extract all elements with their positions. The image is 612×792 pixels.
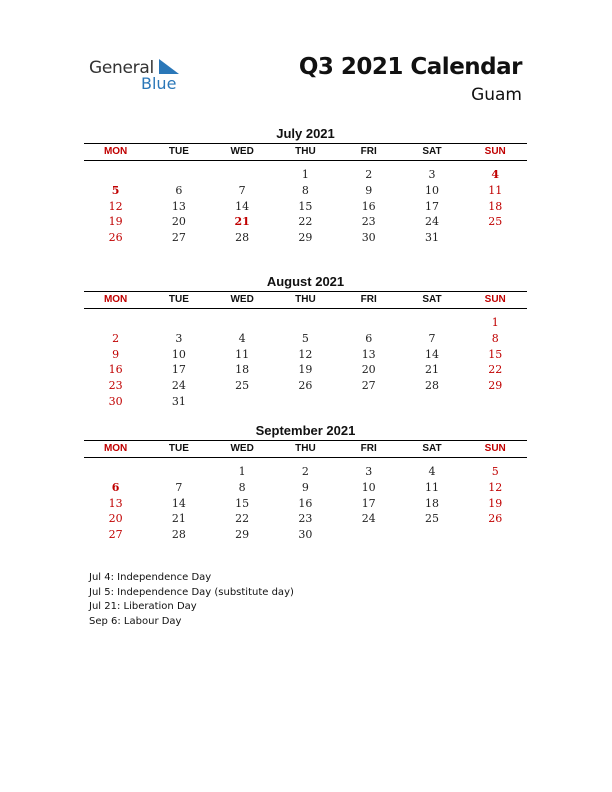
day-cell <box>400 394 463 410</box>
weekday-label: SUN <box>484 294 506 305</box>
day-cell: 25 <box>235 379 250 393</box>
page-title: Q3 2021 Calendar <box>298 54 522 80</box>
weekday-label: MON <box>103 146 128 157</box>
day-cell: 6 <box>175 183 183 197</box>
day-cell <box>464 394 527 410</box>
week-row <box>84 167 527 183</box>
week-row <box>84 394 527 410</box>
day-cell <box>147 167 210 183</box>
day-cell: 3 <box>365 465 373 478</box>
day-cell: 5 <box>111 183 120 197</box>
weekday-label: SUN <box>484 146 506 157</box>
weekday-header-row <box>84 144 527 160</box>
week-row <box>84 199 527 215</box>
day-cell: 29 <box>488 379 503 393</box>
day-cell <box>84 167 147 183</box>
week-row <box>84 230 527 246</box>
day-cell <box>274 315 337 331</box>
day-cell: 19 <box>298 363 313 377</box>
day-cell: 17 <box>361 496 376 510</box>
day-cell: 10 <box>361 480 376 494</box>
day-cell: 13 <box>171 199 186 213</box>
day-cell: 27 <box>361 379 376 393</box>
day-cell: 18 <box>235 363 250 377</box>
day-cell: 24 <box>424 215 439 229</box>
week-row <box>84 331 527 347</box>
day-cell: 7 <box>175 480 183 494</box>
week-row <box>84 347 527 363</box>
week-row <box>84 480 527 496</box>
weekday-label: FRI <box>360 294 377 305</box>
day-cell: 13 <box>361 347 376 361</box>
day-cell: 14 <box>235 199 250 213</box>
day-cell <box>211 315 274 331</box>
day-cell: 25 <box>488 215 503 229</box>
day-cell: 5 <box>491 465 499 478</box>
day-cell: 29 <box>298 231 313 245</box>
day-cell: 30 <box>361 231 376 245</box>
day-cell: 27 <box>108 528 123 542</box>
weekday-header-row <box>84 441 527 457</box>
day-cell <box>337 394 400 410</box>
weekday-label: SAT <box>422 146 442 157</box>
day-cell <box>400 527 463 543</box>
day-cell: 9 <box>112 347 120 361</box>
day-cell: 21 <box>234 215 250 229</box>
day-cell: 16 <box>298 496 313 510</box>
day-cell: 31 <box>171 394 186 408</box>
week-row <box>84 183 527 199</box>
week-row <box>84 214 527 230</box>
weekday-label: TUE <box>168 146 189 157</box>
day-cell: 13 <box>108 496 123 510</box>
holiday-item: Sep 6: Labour Day <box>89 615 182 627</box>
day-cell: 15 <box>235 496 250 510</box>
day-cell: 3 <box>175 331 183 345</box>
day-cell: 8 <box>301 183 309 197</box>
week-row <box>84 315 527 331</box>
day-cell: 11 <box>424 480 439 494</box>
day-cell: 19 <box>108 215 123 229</box>
weekday-label: WED <box>230 294 254 305</box>
day-cell <box>211 394 274 410</box>
day-cell: 2 <box>112 331 120 345</box>
day-cell: 23 <box>108 379 123 393</box>
logo <box>89 56 189 96</box>
day-cell: 21 <box>424 363 439 377</box>
day-cell: 2 <box>365 168 373 181</box>
day-cell: 1 <box>491 316 499 329</box>
day-cell <box>84 464 147 480</box>
day-cell: 22 <box>298 215 313 229</box>
day-cell: 18 <box>424 496 439 510</box>
day-cell <box>147 464 210 480</box>
weekday-label: SUN <box>484 443 506 454</box>
weekday-label: SAT <box>422 443 442 454</box>
day-cell <box>147 315 210 331</box>
weekday-label: TUE <box>168 294 189 305</box>
weekday-label: MON <box>103 443 128 454</box>
day-cell: 30 <box>298 528 313 542</box>
holiday-item: Jul 21: Liberation Day <box>89 601 197 612</box>
week-row <box>84 496 527 512</box>
day-cell: 21 <box>171 512 186 526</box>
day-cell: 14 <box>424 347 439 361</box>
day-cell: 12 <box>108 199 123 213</box>
day-cell: 19 <box>488 496 503 510</box>
day-cell: 16 <box>108 363 123 377</box>
day-cell <box>400 315 463 331</box>
weekday-label: FRI <box>360 443 377 454</box>
day-cell: 30 <box>108 394 123 408</box>
weekday-label: THU <box>295 146 316 157</box>
month-july <box>84 125 527 246</box>
holiday-item: Jul 4: Independence Day <box>89 572 212 583</box>
month-name: July 2021 <box>276 126 335 141</box>
day-cell: 28 <box>424 379 439 393</box>
weekday-label: THU <box>295 443 316 454</box>
day-cell <box>274 394 337 410</box>
day-cell: 17 <box>171 363 186 377</box>
month-september <box>84 422 527 543</box>
day-cell: 27 <box>171 231 186 245</box>
day-cell: 14 <box>171 496 186 510</box>
day-cell: 17 <box>424 199 439 213</box>
logo-word-blue: Blue <box>141 74 177 93</box>
day-cell: 22 <box>235 512 250 526</box>
day-cell: 12 <box>488 480 503 494</box>
weekday-label: SAT <box>422 294 442 305</box>
day-cell: 20 <box>108 512 123 526</box>
page-subtitle: Guam <box>471 85 522 105</box>
day-cell: 4 <box>428 465 436 478</box>
day-cell: 1 <box>301 168 309 181</box>
day-cell: 24 <box>361 512 376 526</box>
day-cell <box>464 527 527 543</box>
month-august <box>84 273 527 410</box>
weekday-label: THU <box>295 294 316 305</box>
day-cell: 28 <box>171 528 186 542</box>
day-cell: 26 <box>108 231 123 245</box>
day-cell: 24 <box>171 379 186 393</box>
day-cell: 11 <box>235 347 250 361</box>
day-cell: 6 <box>365 331 373 345</box>
day-cell: 7 <box>238 183 246 197</box>
day-cell: 1 <box>238 465 246 478</box>
holiday-list <box>89 571 294 629</box>
week-row <box>84 511 527 527</box>
day-cell <box>464 230 527 246</box>
day-cell: 31 <box>424 231 439 245</box>
week-row <box>84 378 527 394</box>
logo-triangle-icon <box>159 59 179 74</box>
weekday-label: MON <box>103 294 128 305</box>
day-cell: 23 <box>298 512 313 526</box>
day-cell: 9 <box>365 183 373 197</box>
week-row <box>84 362 527 378</box>
day-cell: 16 <box>361 199 376 213</box>
day-cell: 26 <box>488 512 503 526</box>
day-cell: 3 <box>428 168 436 181</box>
logo-word-general: General <box>89 58 154 78</box>
weekday-label: WED <box>230 146 254 157</box>
day-cell: 10 <box>424 183 439 197</box>
day-cell: 29 <box>235 528 250 542</box>
weekday-label: TUE <box>168 443 189 454</box>
week-row <box>84 464 527 480</box>
day-cell: 28 <box>235 231 250 245</box>
day-cell <box>337 315 400 331</box>
day-cell: 18 <box>488 199 503 213</box>
day-cell: 20 <box>361 363 376 377</box>
weekday-label: WED <box>230 443 254 454</box>
day-cell: 9 <box>301 480 309 494</box>
month-name: August 2021 <box>266 274 345 289</box>
day-cell: 20 <box>171 215 186 229</box>
weekday-header-row <box>84 292 527 308</box>
day-cell: 4 <box>491 168 500 181</box>
day-cell: 12 <box>298 347 313 361</box>
weekday-label: FRI <box>360 146 377 157</box>
week-row <box>84 527 527 543</box>
month-name: September 2021 <box>255 423 356 438</box>
day-cell: 26 <box>298 379 313 393</box>
day-cell: 11 <box>488 183 503 197</box>
day-cell <box>337 527 400 543</box>
day-cell: 23 <box>361 215 376 229</box>
day-cell: 6 <box>111 480 120 494</box>
day-cell <box>211 167 274 183</box>
day-cell: 10 <box>171 347 186 361</box>
day-cell: 15 <box>298 199 313 213</box>
day-cell: 2 <box>301 465 309 478</box>
day-cell: 8 <box>491 331 499 345</box>
day-cell: 4 <box>238 331 246 345</box>
day-cell: 22 <box>488 363 503 377</box>
day-cell <box>84 315 147 331</box>
day-cell: 25 <box>424 512 439 526</box>
day-cell: 8 <box>238 480 246 494</box>
day-cell: 5 <box>301 331 309 345</box>
day-cell: 15 <box>488 347 503 361</box>
holiday-item: Jul 5: Independence Day (substitute day) <box>89 586 294 598</box>
day-cell: 7 <box>428 331 436 345</box>
